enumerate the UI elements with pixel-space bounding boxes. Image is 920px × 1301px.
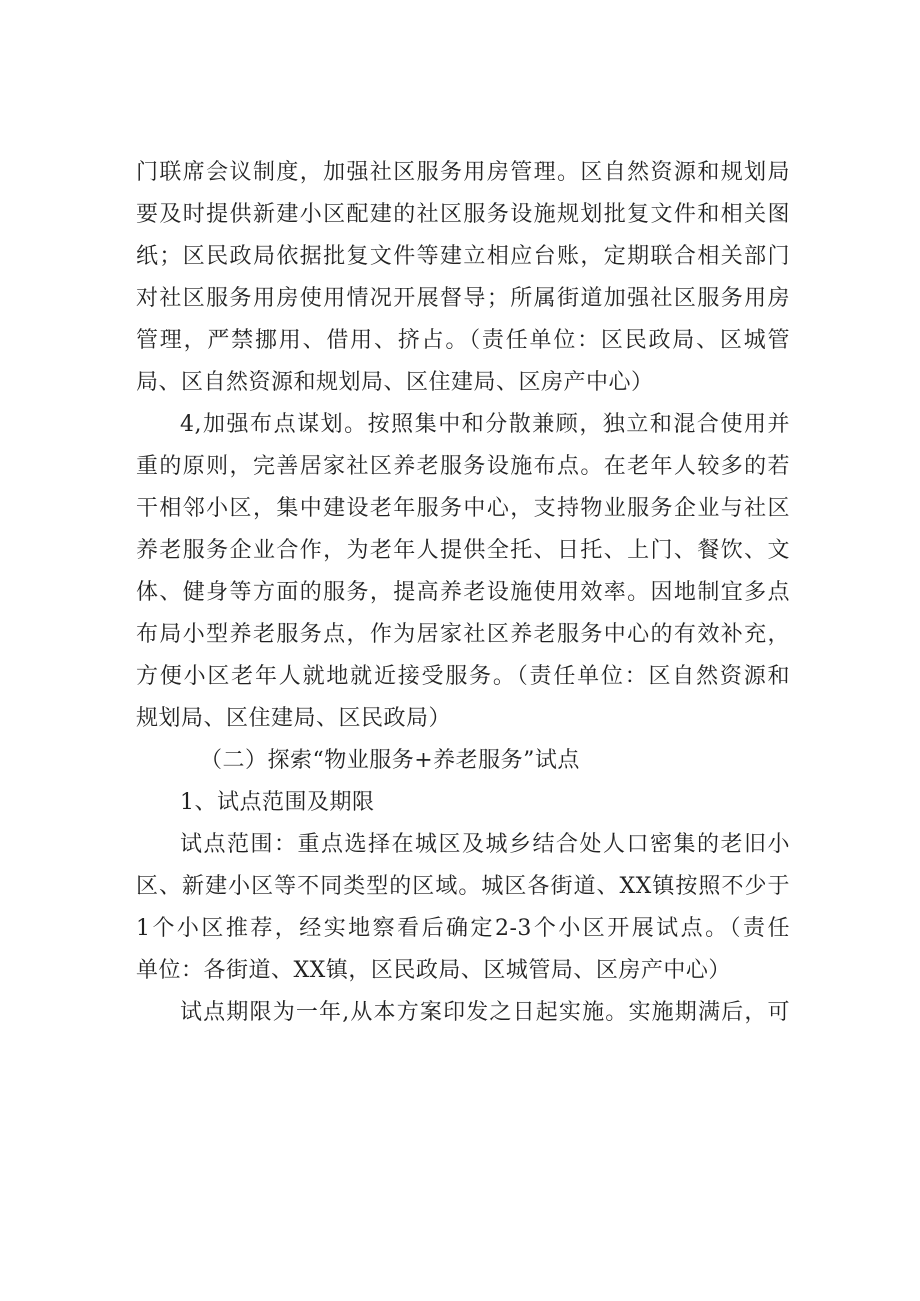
paragraph-line: 局、区自然资源和规划局、区住建局、区房产中心） — [136, 370, 654, 395]
paragraph-line: 要及时提供新建小区配建的社区服务设施规划批复文件和相关图 — [136, 202, 790, 227]
paragraph-line: 养老服务企业合作，为老年人提供全托、日托、上门、餐饮、文 — [136, 538, 790, 563]
paragraph-line: 体、健身等方面的服务，提高养老设施使用效率。因地制宜多点 — [136, 580, 790, 605]
paragraph-line: 试点范围：重点选择在城区及城乡结合处人口密集的老旧小 — [180, 832, 790, 857]
section-heading: （二）探索“物业服务+养老服务”试点 — [200, 748, 580, 773]
paragraph-line: 区、新建小区等不同类型的区域。城区各街道、XX镇按照不少于 — [136, 874, 790, 899]
paragraph-line: 管理，严禁挪用、借用、挤占。（责任单位：区民政局、区城管 — [136, 328, 790, 353]
paragraph-line: 门联席会议制度，加强社区服务用房管理。区自然资源和规划局 — [136, 160, 790, 185]
paragraph-line: 对社区服务用房使用情况开展督导；所属街道加强社区服务用房 — [136, 286, 790, 311]
paragraph-line: 单位：各街道、XX镇，区民政局、区城管局、区房产中心） — [136, 958, 731, 983]
subsection-heading: 1、试点范围及期限 — [180, 790, 375, 815]
paragraph-line: 1个小区推荐，经实地察看后确定2-3个小区开展试点。（责任 — [136, 916, 790, 941]
paragraph-line: 重的原则，完善居家社区养老服务设施布点。在老年人较多的若 — [136, 454, 790, 479]
paragraph-line: 方便小区老年人就地就近接受服务。（责任单位：区自然资源和 — [136, 664, 790, 689]
document-body — [136, 152, 790, 1034]
paragraph-line: 规划局、区住建局、区民政局） — [136, 706, 452, 731]
paragraph-line: 干相邻小区，集中建设老年服务中心，支持物业服务企业与社区 — [136, 496, 790, 521]
paragraph-line: 4,加强布点谋划。按照集中和分散兼顾，独立和混合使用并 — [180, 412, 790, 437]
paragraph-line: 纸；区民政局依据批复文件等建立相应台账，定期联合相关部门 — [136, 244, 790, 269]
paragraph-line: 布局小型养老服务点，作为居家社区养老服务中心的有效补充， — [136, 622, 790, 647]
paragraph-line: 试点期限为一年,从本方案印发之日起实施。实施期满后，可 — [180, 1000, 790, 1025]
